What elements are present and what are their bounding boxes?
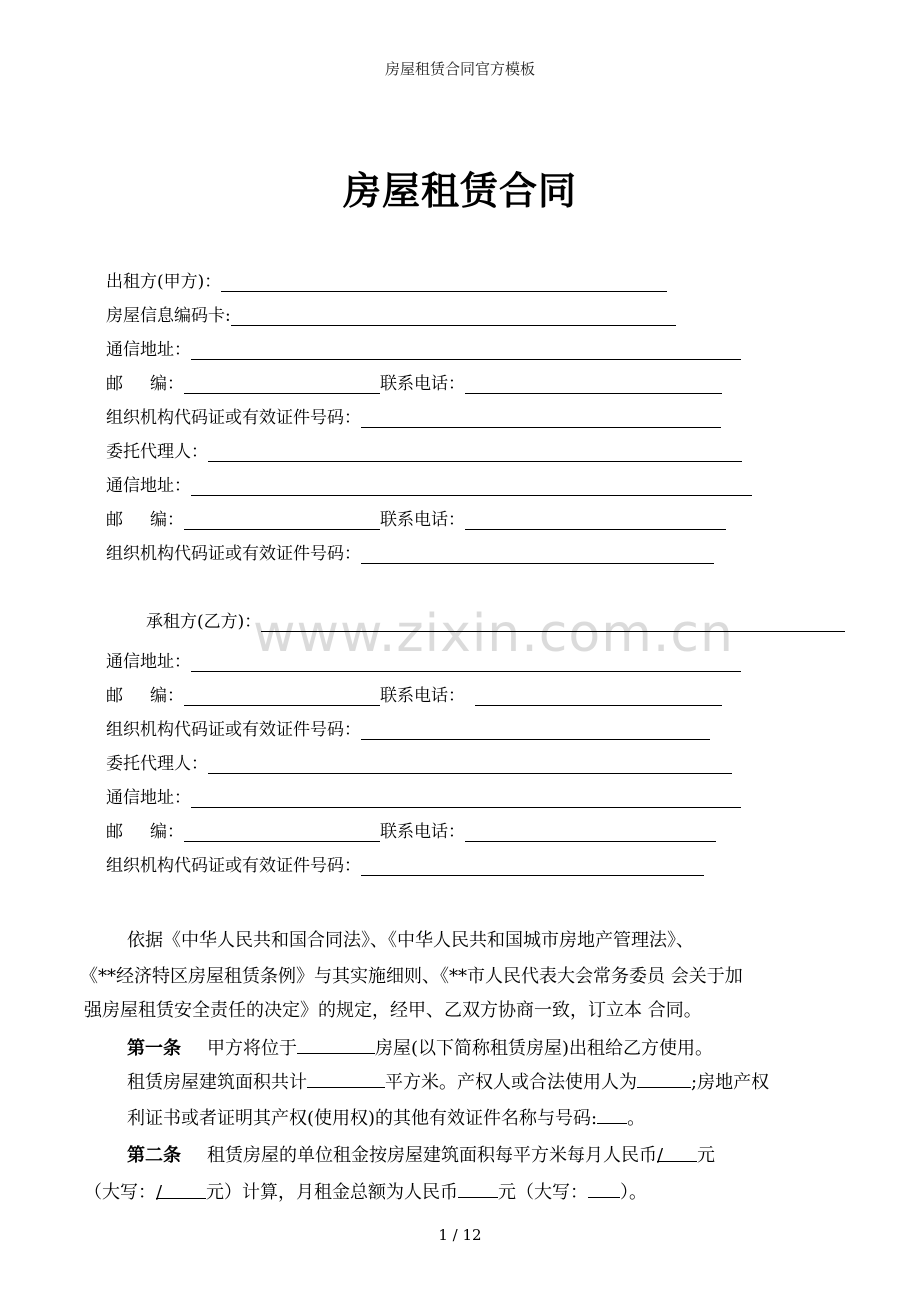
b-phone-label: 联系电话： [380,686,466,706]
area-blank[interactable] [307,1071,385,1088]
intro-line-1: 依据《中华人民共和国合同法》、《中华人民共和国城市房地产管理法》、 [127,930,694,951]
article-2-line-1 [127,1141,715,1167]
b-agent-address-field[interactable] [191,787,741,808]
unit-rent-blank[interactable] [657,1145,697,1166]
postcode-phone-row [106,370,722,394]
agent-field[interactable] [208,441,742,462]
lessor-label: 出租方(甲方)： [106,272,222,292]
b-postcode-label: 邮 编： [106,686,185,706]
article-2-text-c: （大写： [84,1182,156,1203]
agent-org-code-field[interactable] [361,543,714,564]
b-org-code-field[interactable] [361,719,710,740]
unit-rent-caps-slash: / [156,1182,163,1203]
article-2-text-f: ）。 [620,1182,647,1203]
agent-row [106,438,742,462]
article-1-text-b: 房屋(以下简称租赁房屋)出租给乙方使用。 [375,1038,714,1059]
b-agent-address-row [106,784,741,808]
b-address-field[interactable] [191,651,741,672]
b-phone-field[interactable] [475,685,722,706]
watermark: www.zixin.com.cn [253,604,734,664]
article-1-text-d: 平方米。产权人或合法使用人为 [385,1072,637,1093]
monthly-rent-caps-blank[interactable] [588,1181,620,1198]
b-agent-org-code-row [106,852,704,876]
article-2-text-a: 租赁房屋的单位租金按房屋建筑面积每平方米每月人民币 [207,1145,657,1166]
unit-rent-slash: / [657,1145,664,1166]
agent-postcode-field[interactable] [184,509,380,530]
article-1-line-1 [127,1034,713,1060]
house-code-field[interactable] [231,305,676,326]
article-2-text-d: 元）计算，月租金总额为人民币 [206,1182,458,1203]
intro-line-3: 强房屋租赁安全责任的决定》的规定，经甲、乙双方协商一致，订立本 合同。 [84,1000,702,1021]
lessor-field[interactable] [221,271,667,292]
b-agent-phone-field[interactable] [465,821,716,842]
agent-address-label: 通信地址： [106,476,191,496]
article-2-line-2 [84,1178,647,1204]
intro-line-2: 《**经济特区房屋租赁条例》与其实施细则、《**市人民代表大会常务委员 会关于加 [80,966,743,987]
article-1-text-e: ;房地产权 [691,1072,770,1093]
b-agent-label: 委托代理人： [106,754,208,774]
lessor-row [106,268,667,292]
unit-rent-caps-blank[interactable] [156,1182,206,1203]
b-address-row [106,648,741,672]
postcode-label: 邮 编： [106,374,185,394]
b-agent-postcode-phone-row [106,818,716,842]
agent-address-row [106,472,752,496]
agent-org-code-label: 组织机构代码证或有效证件号码： [106,544,361,564]
b-postcode-field[interactable] [184,685,380,706]
b-postcode-phone-row [106,682,722,706]
b-agent-phone-label: 联系电话： [380,822,466,842]
owner-blank[interactable] [637,1071,691,1088]
agent-phone-label: 联系电话： [380,510,466,530]
org-code-field[interactable] [361,407,721,428]
article-1-line-2 [127,1068,769,1094]
page-header: 房屋租赁合同官方模板 [384,60,535,78]
article-1-text-f: 利证书或者证明其产权(使用权)的其他有效证件名称与号码: [127,1108,598,1129]
org-code-label: 组织机构代码证或有效证件号码： [106,408,361,428]
b-agent-postcode-label: 邮 编： [106,822,185,842]
address-field[interactable] [191,339,741,360]
address-label: 通信地址： [106,340,191,360]
article-1-title: 第一条 [127,1038,181,1059]
address-row [106,336,741,360]
article-2-title: 第二条 [127,1145,181,1166]
agent-postcode-label: 邮 编： [106,510,185,530]
article-1-text-g: 。 [627,1108,646,1129]
b-agent-postcode-field[interactable] [184,821,380,842]
lessee-field[interactable] [261,611,845,632]
article-1-line-3 [127,1104,645,1130]
location-blank[interactable] [297,1037,375,1054]
org-code-row [106,404,721,428]
monthly-rent-blank[interactable] [458,1181,498,1198]
agent-address-field[interactable] [191,475,752,496]
certificate-blank[interactable] [597,1107,627,1124]
b-org-code-label: 组织机构代码证或有效证件号码： [106,720,361,740]
document-title: 房屋租赁合同 [342,169,577,213]
b-agent-row [106,750,732,774]
postcode-field[interactable] [184,373,380,394]
b-agent-field[interactable] [208,753,732,774]
lessee-row [146,608,845,632]
b-agent-org-code-label: 组织机构代码证或有效证件号码： [106,856,361,876]
b-org-code-row [106,716,710,740]
b-agent-org-code-field[interactable] [361,855,704,876]
page-number: 1 / 12 [438,1226,482,1244]
article-2-text-e: 元（大写： [498,1182,588,1203]
b-agent-address-label: 通信地址： [106,788,191,808]
lessee-label: 承租方(乙方)： [146,612,262,632]
agent-org-code-row [106,540,714,564]
agent-phone-field[interactable] [465,509,726,530]
house-code-row [106,302,676,326]
b-address-label: 通信地址： [106,652,191,672]
phone-field[interactable] [465,373,722,394]
agent-label: 委托代理人： [106,442,208,462]
article-2-text-b: 元 [697,1145,715,1166]
article-1-text-a: 甲方将位于 [207,1038,297,1059]
article-1-text-c: 租赁房屋建筑面积共计 [127,1072,307,1093]
agent-postcode-phone-row [106,506,726,530]
house-code-label: 房屋信息编码卡: [106,306,231,326]
phone-label: 联系电话： [380,374,466,394]
